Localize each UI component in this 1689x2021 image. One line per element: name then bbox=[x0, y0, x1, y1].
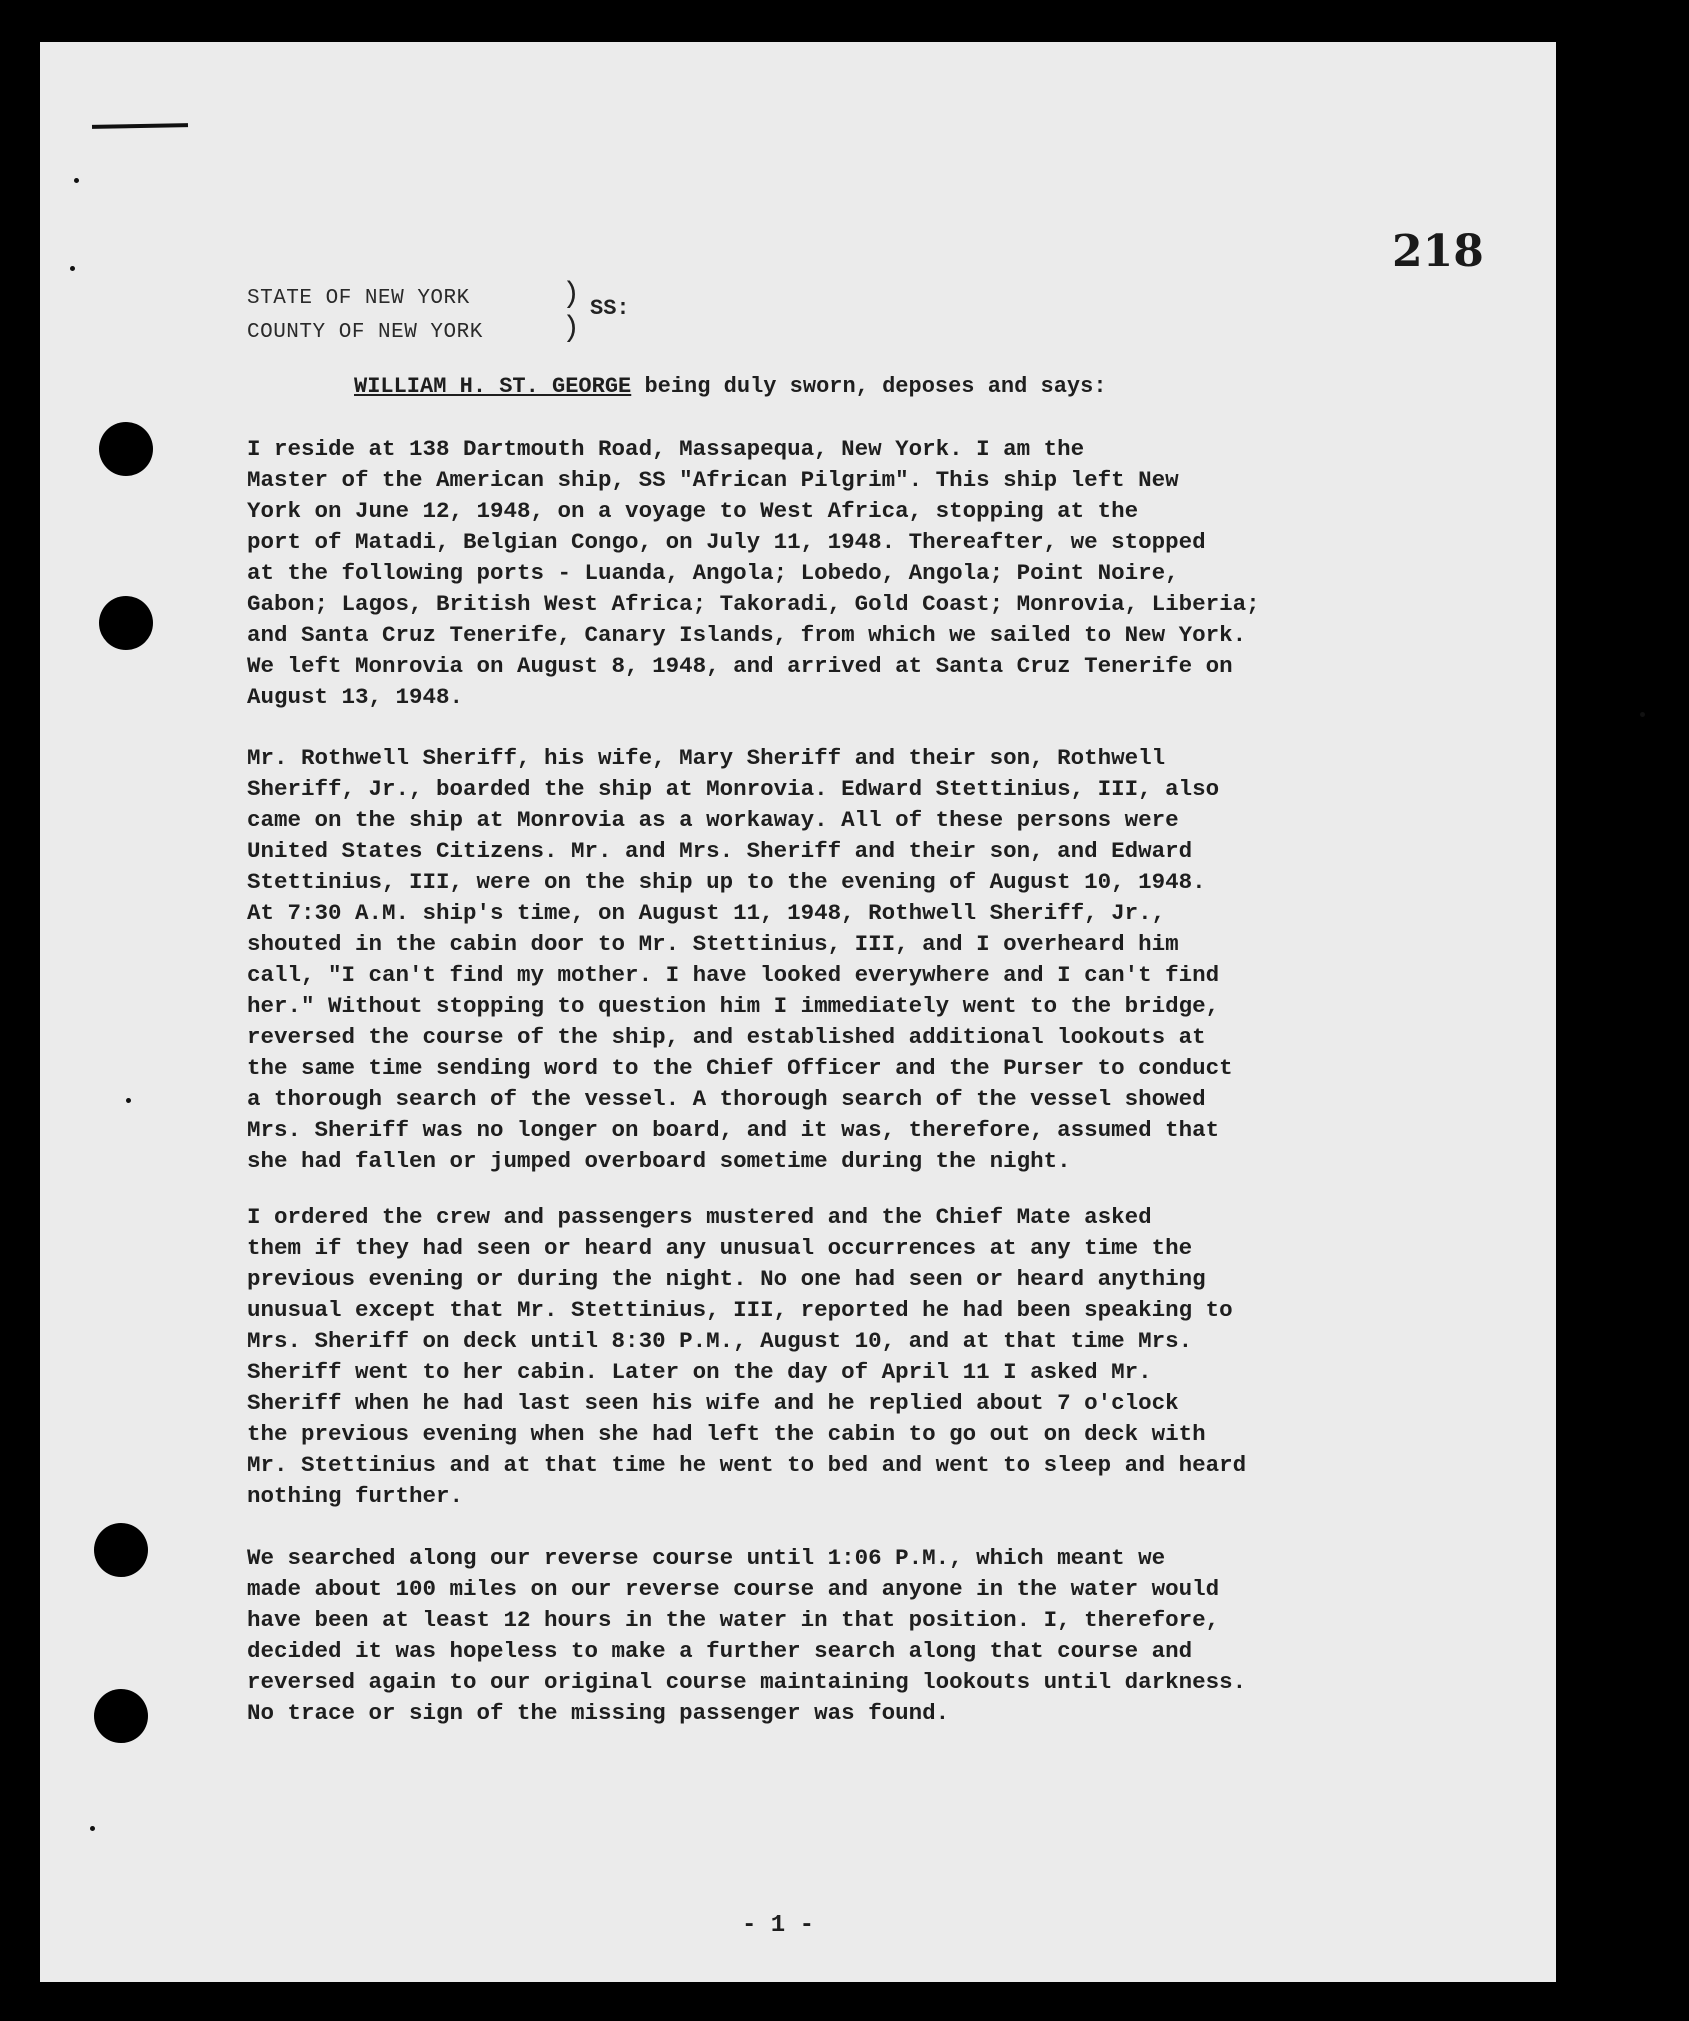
speck bbox=[74, 178, 79, 183]
paragraph-1: I reside at 138 Dartmouth Road, Massapequa, New York. I am the Master of the American ship, SS "African Pilgrim". This ship left New York on June 12, 1948, on a voyage to West Africa, stopping at the port of Matadi, Belgian Congo, on July 11, 1948. Thereafter, we stopped at the following ports - Luanda, Angola; Lobedo, Angola; Point Noire, Gabon; Lagos, British West Africa; Takoradi, Gold Coast; Monrovia, Liberia; and Santa Cruz Tenerife, Canary Islands, from which we sailed to New York. We left Monrovia on August 8, 1948, and arrived at Santa Cruz Tenerife on August 13, 1948. bbox=[247, 436, 1260, 710]
speck bbox=[90, 1826, 95, 1831]
venue-county: COUNTY OF NEW YORK bbox=[247, 321, 483, 344]
paragraph-3: I ordered the crew and passengers mustered and the Chief Mate asked them if they had seen or heard any unusual occurrences at any time the previous evening or during the night. No one had seen or heard anything unusual except that Mr. Stettinius, III, reported he had been speaking to Mrs. Sheriff on deck until 8:30 P.M., August 10, and at that time Mrs. Sheriff went to her cabin. Later on the day of April 11 I asked Mr. Sheriff when he had last seen his wife and he replied about 7 o'clock the previous evening when she had left the cabin to go out on deck with Mr. Stettinius and at that time he went to bed and went to sleep and heard nothing further. bbox=[247, 1204, 1247, 1509]
paragraph-2: Mr. Rothwell Sheriff, his wife, Mary Sheriff and their son, Rothwell Sheriff, Jr., boarded the ship at Monrovia. Edward Stettinius, III, also came on the ship at Monrovia as a workaway. All of these persons were United States Citizens. Mr. and Mrs. Sheriff and their son, and Edward Stettinius, III, were on the ship up to the evening of August 10, 1948. At 7:30 A.M. ship's time, on August 11, 1948, Rothwell Sheriff, Jr., shouted in the cabin door to Mr. Stettinius, III, and I overheard him call, "I can't find my mother. I have looked everywhere and I can't find her." Without stopping to question him I immediately went to the bridge, reversed the course of the ship, and established additional lookouts at the same time sending word to the Chief Officer and the Purser to conduct a thorough search of the vessel. A thorough search of the vessel showed Mrs. Sheriff was no longer on board, and it was, therefore, assumed that she had fallen or jumped overboard sometime during the night. bbox=[247, 745, 1233, 1174]
venue-state: STATE OF NEW YORK bbox=[247, 287, 470, 310]
deponent-name: WILLIAM H. ST. GEORGE bbox=[354, 374, 632, 399]
page-footer: - 1 - bbox=[742, 1912, 815, 1939]
page-number: 218 bbox=[1392, 226, 1484, 277]
paragraph-4: We searched along our reverse course until 1:06 P.M., which meant we made about 100 miles on our reverse course and anyone in the water would have been at least 12 hours in the water in that position. I, therefore, decided it was hopeless to make a further search along that course and reversed again to our original course maintaining lookouts until darkness. No trace or sign of the missing passenger was found. bbox=[247, 1545, 1247, 1726]
intro-text: being duly sworn, deposes and says: bbox=[631, 374, 1107, 399]
punch-hole bbox=[99, 596, 153, 650]
venue-ss: SS: bbox=[590, 296, 630, 321]
punch-hole bbox=[94, 1523, 148, 1577]
speck bbox=[1640, 712, 1645, 717]
speck bbox=[70, 266, 75, 271]
venue-block bbox=[247, 282, 483, 350]
venue-brace: ) ) bbox=[562, 278, 581, 346]
punch-hole bbox=[94, 1689, 148, 1743]
speck bbox=[126, 1098, 131, 1103]
deposition-intro bbox=[354, 374, 1107, 399]
punch-hole bbox=[99, 422, 153, 476]
